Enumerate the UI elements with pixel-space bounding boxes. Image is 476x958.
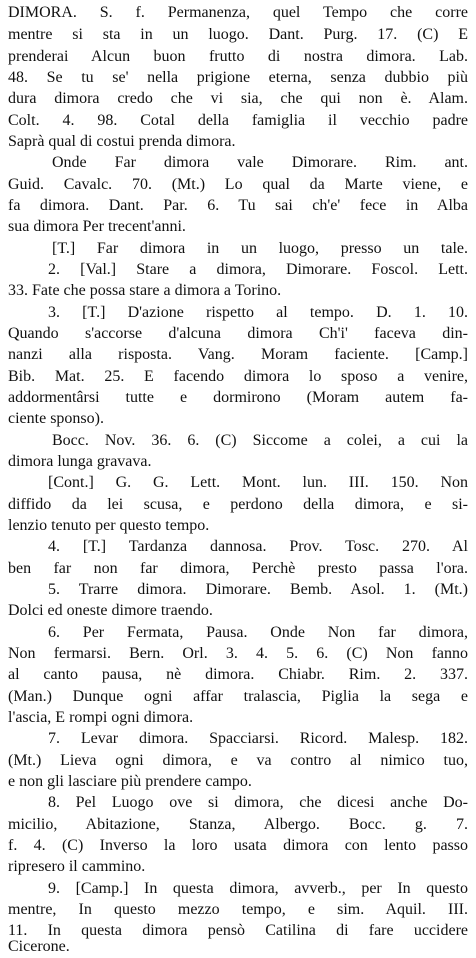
entry-line: 48. Se tu se' nella prigione eterna, senza dubbio più <box>8 69 468 86</box>
entry-line: Quando s'accorse d'alcuna dimora Ch'i' faceva din- <box>8 325 468 342</box>
entry-line: ben far non far dimora, Perchè presto passa l'ora. <box>8 560 468 577</box>
entry-line: micilio, Abitazione, Stanza, Albergo. Bocc. g. 7. <box>8 816 468 833</box>
entry-line: 3. [T.] D'azione rispetto al tempo. D. 1. 10. <box>48 304 468 321</box>
entry-line: prenderai Alcun buon frutto di nostra dimora. Lab. <box>8 48 468 65</box>
entry-line: Cicerone. <box>8 938 70 955</box>
entry-line: ripresero il cammino. <box>8 858 146 875</box>
entry-line: Saprà qual di costui prenda dimora. <box>8 133 236 150</box>
entry-line: Dolci ed oneste dimore traendo. <box>8 602 213 619</box>
entry-line: Onde Far dimora vale Dimorare. Rim. ant. <box>52 154 468 171</box>
entry-line: 7. Levar dimora. Spacciarsi. Ricord. Malesp. 182. <box>48 730 468 747</box>
entry-line: (Mt.) Lieva ogni dimora, e va contro al nimico tuo, <box>8 752 468 769</box>
entry-line: Colt. 4. 98. Cotal della famiglia il vecchio padre <box>8 112 468 129</box>
entry-line: Guid. Cavalc. 70. (Mt.) Lo qual da Marte viene, e <box>8 176 468 193</box>
entry-line: sua dimora Per trecent'anni. <box>8 218 186 235</box>
entry-line: mentre si sta in un luogo. Dant. Purg. 17. (C) E <box>8 26 468 43</box>
entry-line: 2. [Val.] Stare a dimora, Dimorare. Foscol. Lett. <box>48 261 468 278</box>
entry-line: Bocc. Nov. 36. 6. (C) Siccome a colei, a cui la <box>52 432 468 449</box>
entry-line: 11. In questa dimora pensò Catilina di fare uccidere <box>8 922 468 939</box>
entry-line: DIMORA. S. f. Permanenza, quel Tempo che corre <box>8 4 468 21</box>
entry-line: (Man.) Dunque ogni affar tralascia, Piglia la sega e <box>8 688 468 705</box>
entry-line: [Cont.] G. G. Lett. Mont. lun. III. 150. Non <box>48 474 468 491</box>
entry-line: nanzi alla risposta. Vang. Moram faciente. [Camp.] <box>8 346 468 363</box>
entry-line: diffido da lei scusa, e perdono della dimora, e si- <box>8 496 468 513</box>
entry-line: 4. [T.] Tardanza dannosa. Prov. Tosc. 270. Al <box>48 538 468 555</box>
entry-line: e non gli lasciare più prendere campo. <box>8 773 252 790</box>
entry-line: fa dimora. Dant. Par. 6. Tu sai ch'e' fece in Alba <box>8 197 468 214</box>
entry-line: f. 4. (C) Inverso la loro usata dimora con lento passo <box>8 837 468 854</box>
entry-line: addormentârsi tutte e dormirono (Moram autem fa- <box>8 389 468 406</box>
entry-line: 8. Pel Luogo ove si dimora, che dicesi anche Do- <box>48 794 468 811</box>
entry-line: Bib. Mat. 25. E facendo dimora lo sposo a venire, <box>8 368 468 385</box>
entry-line: mentre, In questo mezzo tempo, e sim. Aquil. III. <box>8 901 468 918</box>
entry-line: ciente sponso). <box>8 410 104 427</box>
entry-line: [T.] Far dimora in un luogo, presso un tale. <box>52 240 468 257</box>
entry-line: dura dimora credo che vi sia, che qui non è. Alam. <box>8 90 468 107</box>
entry-line: dimora lunga gravava. <box>8 453 152 470</box>
entry-line: 9. [Camp.] In questa dimora, avverb., per In questo <box>48 880 468 897</box>
entry-line: 5. Trarre dimora. Dimorare. Bemb. Asol. 1. (Mt.) <box>48 581 468 598</box>
entry-line: al canto pausa, nè dimora. Chiabr. Rim. 2. 337. <box>8 666 468 683</box>
entry-line: 6. Per Fermata, Pausa. Onde Non far dimora, <box>48 624 468 641</box>
entry-line: Non fermarsi. Bern. Orl. 3. 4. 5. 6. (C) Non fanno <box>8 645 468 662</box>
entry-line: lenzio tenuto per questo tempo. <box>8 517 210 534</box>
entry-line: l'ascia, E rompi ogni dimora. <box>8 709 194 726</box>
entry-line: 33. Fate che possa stare a dimora a Torino. <box>8 282 282 299</box>
